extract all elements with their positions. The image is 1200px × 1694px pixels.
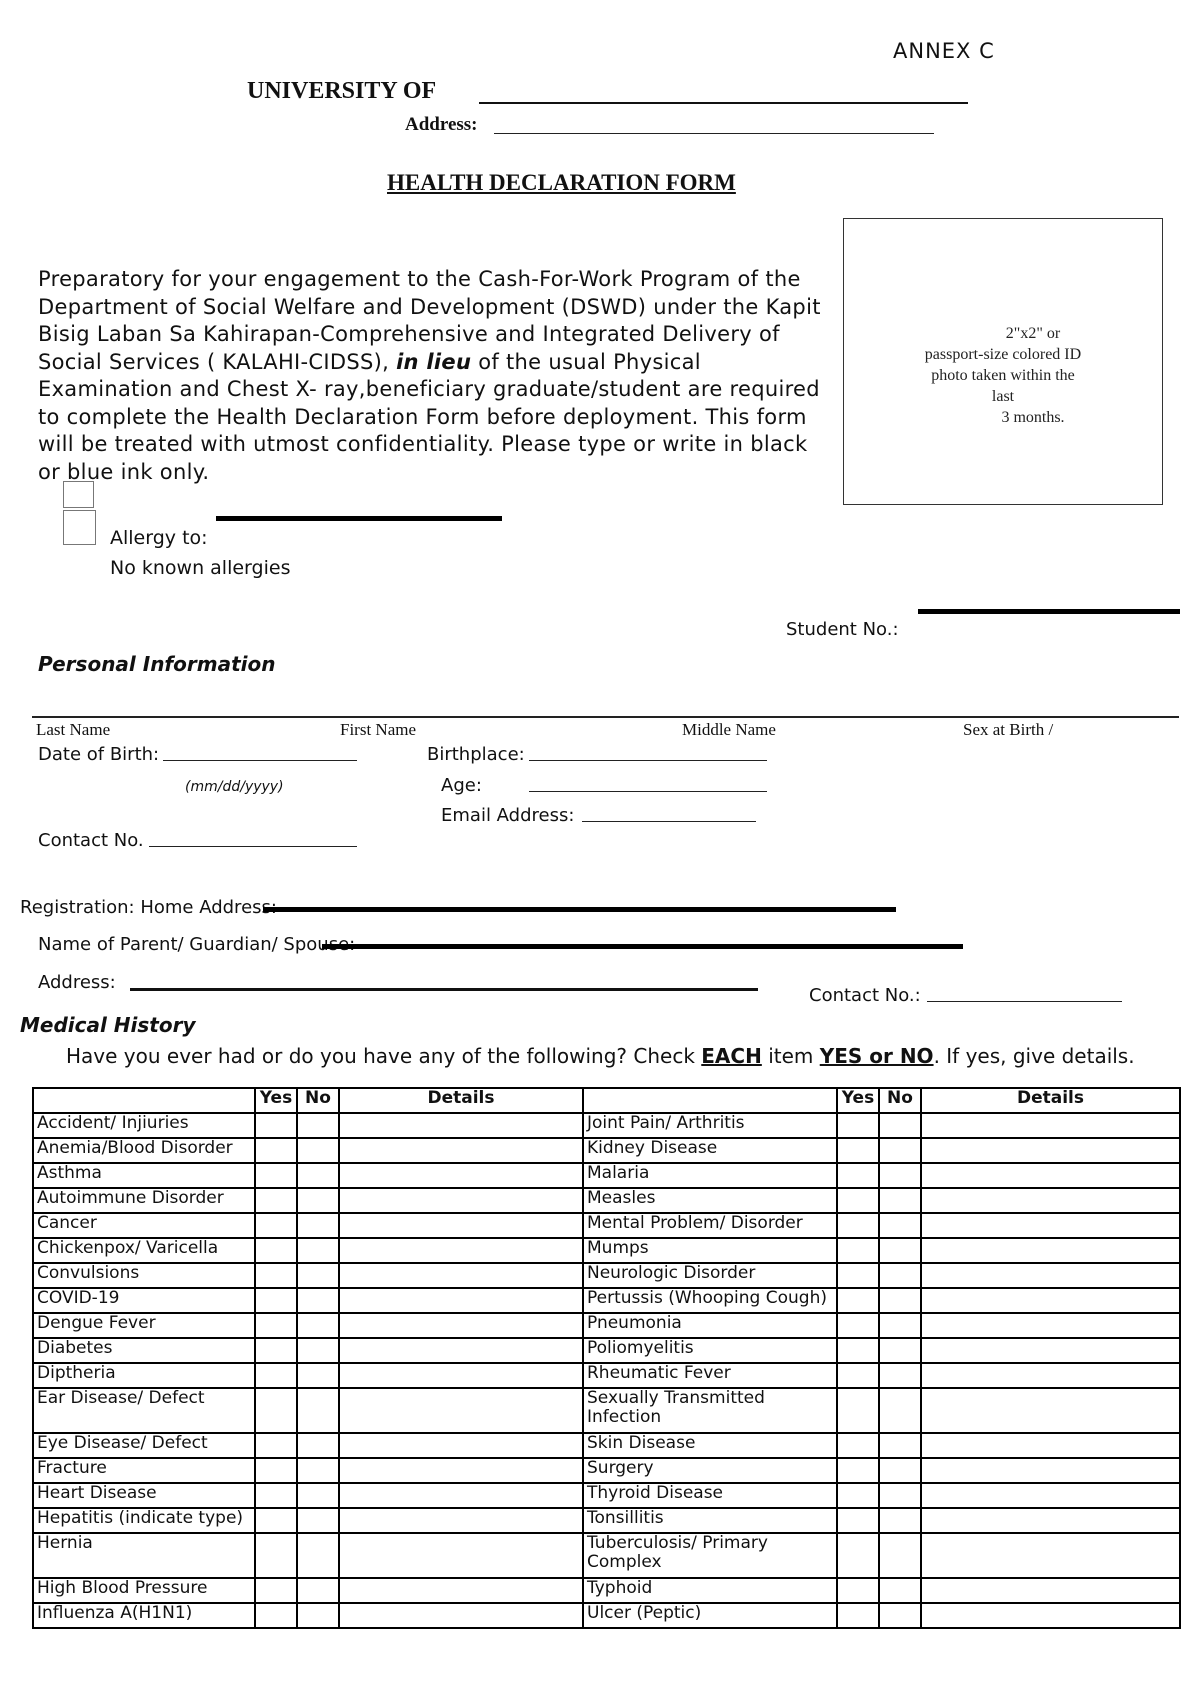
yes-right-cell[interactable] (837, 1533, 879, 1578)
no-left-cell[interactable] (297, 1458, 339, 1483)
no-right-cell[interactable] (879, 1433, 921, 1458)
details-right-cell[interactable] (921, 1603, 1180, 1628)
no-left-cell[interactable] (297, 1533, 339, 1578)
intro-paragraph (38, 266, 828, 486)
intro-emphasis: in lieu (396, 349, 472, 374)
guardian-address-label: Address: (38, 972, 116, 993)
header-condition-left (33, 1088, 255, 1113)
no-left-cell[interactable] (297, 1313, 339, 1338)
condition-right: Ulcer (Peptic) (583, 1603, 837, 1628)
no-right-cell[interactable] (879, 1483, 921, 1508)
yes-right-cell[interactable] (837, 1508, 879, 1533)
details-left-cell[interactable] (339, 1363, 583, 1388)
dob-format: (mm/dd/yyyy) (185, 779, 284, 795)
table-row (33, 1288, 1180, 1313)
condition-left: Diptheria (33, 1363, 255, 1388)
yes-right-cell[interactable] (837, 1578, 879, 1603)
details-left-cell[interactable] (339, 1508, 583, 1533)
condition-right: Mumps (583, 1238, 837, 1263)
header-no-left: No (297, 1088, 339, 1113)
details-right-cell[interactable] (921, 1458, 1180, 1483)
birthplace-label: Birthplace: (427, 744, 525, 765)
no-right-cell[interactable] (879, 1238, 921, 1263)
table-row (33, 1213, 1180, 1238)
yes-right-cell[interactable] (837, 1433, 879, 1458)
table-row (33, 1363, 1180, 1388)
age-line[interactable] (529, 791, 767, 792)
photo-box[interactable] (843, 218, 1163, 505)
table-row (33, 1313, 1180, 1338)
condition-left: High Blood Pressure (33, 1578, 255, 1603)
yes-left-cell[interactable] (255, 1363, 297, 1388)
condition-left: COVID-19 (33, 1288, 255, 1313)
yes-right-cell[interactable] (837, 1188, 879, 1213)
condition-right: Pneumonia (583, 1313, 837, 1338)
details-right-cell[interactable] (921, 1313, 1180, 1338)
middle-name-label: Middle Name (682, 720, 776, 739)
details-right-cell[interactable] (921, 1483, 1180, 1508)
details-left-cell[interactable] (339, 1163, 583, 1188)
intro-text-2: of the usual Physical Examination and Chest X- ray,beneficiary graduate/student are required to complete the Health Declaration Form before deployment. This form will be treated with utmost confidentiality. Please type or write in black or blue ink only. (38, 349, 820, 484)
last-name-label: Last Name (36, 720, 111, 739)
yes-left-cell[interactable] (255, 1188, 297, 1213)
yes-right-cell[interactable] (837, 1603, 879, 1628)
table-row (33, 1188, 1180, 1213)
no-left-cell[interactable] (297, 1288, 339, 1313)
yes-left-cell[interactable] (255, 1138, 297, 1163)
allergy-label: Allergy to: (110, 527, 208, 549)
table-row (33, 1578, 1180, 1603)
condition-right: Pertussis (Whooping Cough) (583, 1288, 837, 1313)
header-details-left: Details (339, 1088, 583, 1113)
table-row (33, 1508, 1180, 1533)
details-left-cell[interactable] (339, 1433, 583, 1458)
yes-right-cell[interactable] (837, 1388, 879, 1433)
instruction-yes-no: YES or NO (819, 1044, 934, 1068)
email-label: Email Address: (441, 805, 575, 826)
yes-right-cell[interactable] (837, 1163, 879, 1188)
details-right-cell[interactable] (921, 1288, 1180, 1313)
yes-left-cell[interactable] (255, 1163, 297, 1188)
yes-right-cell[interactable] (837, 1113, 879, 1138)
no-right-cell[interactable] (879, 1188, 921, 1213)
yes-right-cell[interactable] (837, 1138, 879, 1163)
condition-left: Anemia/Blood Disorder (33, 1138, 255, 1163)
no-left-cell[interactable] (297, 1263, 339, 1288)
photo-instruction-1: 2"x2" or (1005, 325, 1061, 342)
condition-left: Cancer (33, 1213, 255, 1238)
university-line[interactable] (479, 102, 968, 104)
condition-left: Chickenpox/ Varicella (33, 1238, 255, 1263)
no-left-cell[interactable] (297, 1138, 339, 1163)
no-allergy-label: No known allergies (110, 557, 291, 579)
no-right-cell[interactable] (879, 1113, 921, 1138)
table-row (33, 1163, 1180, 1188)
details-left-cell[interactable] (339, 1213, 583, 1238)
details-right-cell[interactable] (921, 1578, 1180, 1603)
details-left-cell[interactable] (339, 1238, 583, 1263)
yes-right-cell[interactable] (837, 1338, 879, 1363)
condition-right: Kidney Disease (583, 1138, 837, 1163)
yes-left-cell[interactable] (255, 1263, 297, 1288)
condition-right: Thyroid Disease (583, 1483, 837, 1508)
condition-left: Convulsions (33, 1263, 255, 1288)
dob-label: Date of Birth: (38, 744, 160, 765)
condition-left: Heart Disease (33, 1483, 255, 1508)
condition-right: Skin Disease (583, 1433, 837, 1458)
details-left-cell[interactable] (339, 1483, 583, 1508)
instruction-each: EACH (701, 1044, 762, 1068)
details-right-cell[interactable] (921, 1238, 1180, 1263)
guardian-address-line[interactable] (130, 988, 758, 991)
header-details-right: Details (921, 1088, 1180, 1113)
condition-right: Mental Problem/ Disorder (583, 1213, 837, 1238)
yes-left-cell[interactable] (255, 1483, 297, 1508)
yes-left-cell[interactable] (255, 1533, 297, 1578)
first-name-label: First Name (340, 720, 417, 739)
table-row (33, 1483, 1180, 1508)
yes-left-cell[interactable] (255, 1433, 297, 1458)
details-right-cell[interactable] (921, 1508, 1180, 1533)
header-yes-left: Yes (255, 1088, 297, 1113)
condition-right: Joint Pain/ Arthritis (583, 1113, 837, 1138)
table-row (33, 1388, 1180, 1433)
sex-at-birth-label: Sex at Birth / (963, 720, 1054, 739)
photo-instruction-2: passport-size colored ID (924, 346, 1082, 363)
header-no-right: No (879, 1088, 921, 1113)
no-right-cell[interactable] (879, 1578, 921, 1603)
details-left-cell[interactable] (339, 1603, 583, 1628)
no-left-cell[interactable] (297, 1578, 339, 1603)
details-left-cell[interactable] (339, 1578, 583, 1603)
details-left-cell[interactable] (339, 1458, 583, 1483)
no-right-cell[interactable] (879, 1138, 921, 1163)
condition-left: Hepatitis (indicate type) (33, 1508, 255, 1533)
guardian-contact-label: Contact No.: (809, 985, 921, 1006)
no-left-cell[interactable] (297, 1433, 339, 1458)
condition-right: Surgery (583, 1458, 837, 1483)
university-label: UNIVERSITY OF (247, 78, 437, 104)
no-right-cell[interactable] (879, 1263, 921, 1288)
details-right-cell[interactable] (921, 1163, 1180, 1188)
yes-left-cell[interactable] (255, 1313, 297, 1338)
details-left-cell[interactable] (339, 1533, 583, 1578)
table-row (33, 1533, 1180, 1578)
no-right-cell[interactable] (879, 1213, 921, 1238)
table-header-row (33, 1088, 1180, 1113)
yes-left-cell[interactable] (255, 1578, 297, 1603)
age-label: Age: (441, 775, 482, 796)
header-yes-right: Yes (837, 1088, 879, 1113)
medical-history-table (32, 1087, 1181, 1629)
no-left-cell[interactable] (297, 1338, 339, 1363)
details-right-cell[interactable] (921, 1188, 1180, 1213)
table-row (33, 1338, 1180, 1363)
no-right-cell[interactable] (879, 1388, 921, 1433)
no-right-cell[interactable] (879, 1288, 921, 1313)
instruction-text-2: item (768, 1044, 814, 1068)
condition-right: Rheumatic Fever (583, 1363, 837, 1388)
condition-right: Typhoid (583, 1578, 837, 1603)
condition-left: Dengue Fever (33, 1313, 255, 1338)
home-address-line[interactable] (263, 907, 896, 912)
details-right-cell[interactable] (921, 1138, 1180, 1163)
instruction-text-1: Have you ever had or do you have any of the following? Check (66, 1044, 695, 1068)
no-right-cell[interactable] (879, 1458, 921, 1483)
no-left-cell[interactable] (297, 1113, 339, 1138)
no-right-cell[interactable] (879, 1603, 921, 1628)
details-left-cell[interactable] (339, 1388, 583, 1433)
no-left-cell[interactable] (297, 1388, 339, 1433)
condition-right: Measles (583, 1188, 837, 1213)
condition-right: Tonsillitis (583, 1508, 837, 1533)
details-right-cell[interactable] (921, 1363, 1180, 1388)
no-left-cell[interactable] (297, 1483, 339, 1508)
details-left-cell[interactable] (339, 1263, 583, 1288)
no-left-cell[interactable] (297, 1188, 339, 1213)
yes-right-cell[interactable] (837, 1288, 879, 1313)
photo-instruction-5: 3 months. (1001, 409, 1065, 426)
guardian-label: Name of Parent/ Guardian/ Spouse: (38, 934, 356, 955)
guardian-line[interactable] (322, 944, 963, 949)
yes-left-cell[interactable] (255, 1338, 297, 1363)
yes-left-cell[interactable] (255, 1458, 297, 1483)
condition-right: Tuberculosis/ Primary Complex (583, 1533, 837, 1578)
email-line[interactable] (582, 821, 756, 822)
condition-left: Ear Disease/ Defect (33, 1388, 255, 1433)
yes-right-cell[interactable] (837, 1238, 879, 1263)
condition-right: Sexually Transmitted Infection (583, 1388, 837, 1433)
no-right-cell[interactable] (879, 1363, 921, 1388)
condition-left: Accident/ Injiuries (33, 1113, 255, 1138)
yes-left-cell[interactable] (255, 1603, 297, 1628)
table-row (33, 1433, 1180, 1458)
condition-right: Malaria (583, 1163, 837, 1188)
medical-history-title: Medical History (20, 1013, 196, 1037)
no-left-cell[interactable] (297, 1508, 339, 1533)
details-left-cell[interactable] (339, 1188, 583, 1213)
instruction-text-3: . If yes, give details. (933, 1044, 1135, 1068)
details-left-cell[interactable] (339, 1288, 583, 1313)
yes-right-cell[interactable] (837, 1458, 879, 1483)
yes-right-cell[interactable] (837, 1263, 879, 1288)
yes-left-cell[interactable] (255, 1288, 297, 1313)
photo-instruction-4: last (991, 388, 1015, 405)
table-row (33, 1113, 1180, 1138)
table-row (33, 1263, 1180, 1288)
yes-right-cell[interactable] (837, 1313, 879, 1338)
details-right-cell[interactable] (921, 1433, 1180, 1458)
student-no-label: Student No.: (786, 619, 899, 640)
photo-instruction-3: photo taken within the (931, 367, 1075, 384)
yes-left-cell[interactable] (255, 1508, 297, 1533)
yes-left-cell[interactable] (255, 1113, 297, 1138)
table-row (33, 1603, 1180, 1628)
yes-left-cell[interactable] (255, 1238, 297, 1263)
table-row (33, 1238, 1180, 1263)
details-right-cell[interactable] (921, 1113, 1180, 1138)
allergy-checkbox[interactable] (63, 481, 94, 508)
details-left-cell[interactable] (339, 1313, 583, 1338)
contact-line[interactable] (149, 846, 357, 847)
no-left-cell[interactable] (297, 1363, 339, 1388)
header-condition-right (583, 1088, 837, 1113)
details-right-cell[interactable] (921, 1213, 1180, 1238)
no-right-cell[interactable] (879, 1163, 921, 1188)
details-right-cell[interactable] (921, 1388, 1180, 1433)
condition-left: Eye Disease/ Defect (33, 1433, 255, 1458)
details-right-cell[interactable] (921, 1263, 1180, 1288)
no-left-cell[interactable] (297, 1163, 339, 1188)
yes-left-cell[interactable] (255, 1388, 297, 1433)
name-line[interactable] (32, 716, 1179, 718)
condition-right: Poliomyelitis (583, 1338, 837, 1363)
details-left-cell[interactable] (339, 1138, 583, 1163)
condition-left: Diabetes (33, 1338, 255, 1363)
guardian-contact-line[interactable] (927, 1001, 1122, 1002)
address-label: Address: (405, 114, 478, 135)
home-address-label: Registration: Home Address: (20, 897, 277, 918)
condition-left: Influenza A(H1N1) (33, 1603, 255, 1628)
dob-line[interactable] (163, 760, 357, 761)
address-line[interactable] (494, 133, 934, 134)
no-right-cell[interactable] (879, 1533, 921, 1578)
condition-left: Autoimmune Disorder (33, 1188, 255, 1213)
condition-left: Hernia (33, 1533, 255, 1578)
condition-left: Fracture (33, 1458, 255, 1483)
table-row (33, 1458, 1180, 1483)
yes-right-cell[interactable] (837, 1363, 879, 1388)
yes-right-cell[interactable] (837, 1483, 879, 1508)
no-right-cell[interactable] (879, 1338, 921, 1363)
details-left-cell[interactable] (339, 1113, 583, 1138)
contact-label: Contact No. (38, 830, 144, 851)
medical-instruction (66, 1044, 1135, 1068)
birthplace-line[interactable] (529, 760, 767, 761)
no-right-cell[interactable] (879, 1313, 921, 1338)
no-left-cell[interactable] (297, 1603, 339, 1628)
details-right-cell[interactable] (921, 1533, 1180, 1578)
intro-text-1: Preparatory for your engagement to the Cash-For-Work Program of the Department of Social Welfare and Development (DSWD) under the Kapit Bisig Laban Sa Kahirapan-Comprehensive and Integrated Delivery of Social Services ( KALAHI-CIDSS), (38, 267, 821, 374)
no-left-cell[interactable] (297, 1213, 339, 1238)
annex-label: ANNEX C (893, 39, 995, 63)
details-left-cell[interactable] (339, 1338, 583, 1363)
yes-left-cell[interactable] (255, 1213, 297, 1238)
no-allergy-checkbox[interactable] (63, 510, 96, 545)
personal-info-title: Personal Information (38, 652, 276, 676)
allergy-input-line[interactable] (216, 516, 502, 521)
form-title: HEALTH DECLARATION FORM (387, 170, 736, 195)
no-left-cell[interactable] (297, 1238, 339, 1263)
no-right-cell[interactable] (879, 1508, 921, 1533)
details-right-cell[interactable] (921, 1338, 1180, 1363)
condition-left: Asthma (33, 1163, 255, 1188)
student-no-line[interactable] (918, 609, 1180, 614)
table-row (33, 1138, 1180, 1163)
yes-right-cell[interactable] (837, 1213, 879, 1238)
condition-right: Neurologic Disorder (583, 1263, 837, 1288)
